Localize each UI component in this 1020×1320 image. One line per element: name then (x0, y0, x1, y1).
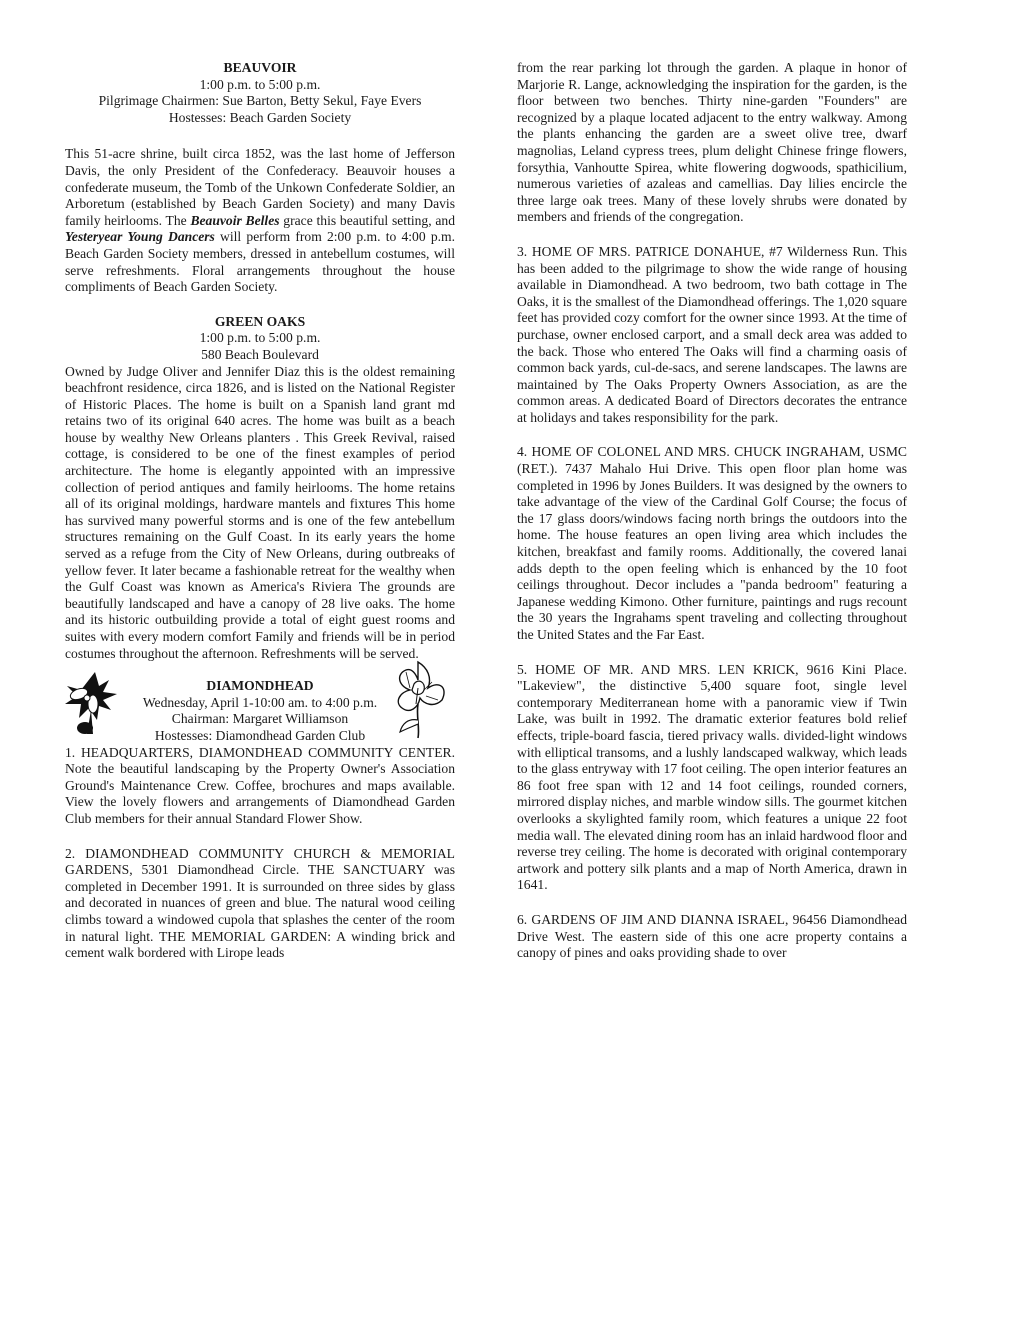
stop-1-headquarters: 1. HEADQUARTERS, DIAMONDHEAD COMMUNITY CENTER. Note the beautiful landscaping by the Property Owner's Association Ground's Maintenance Crew. Coffee, brochures and maps available. View the lovely flowers and arrangements of Diamondhead Garden Club members for their annual Standard Flower Show. (65, 744, 455, 826)
green-oaks-time: 1:00 p.m. to 5:00 p.m. (199, 330, 321, 346)
beauvoir-description (65, 146, 455, 295)
diamondhead-date: Wednesday, April 1-10:00 am. to 4:00 p.m. (142, 694, 378, 710)
beauvoir-title: BEAUVOIR (223, 60, 297, 75)
beauvoir-belles: Beauvoir Belles (190, 212, 280, 228)
beauvoir-chairmen: Pilgrimage Chairmen: Sue Barton, Betty Sekul, Faye Evers (98, 93, 422, 109)
stop-2-church: 2. DIAMONDHEAD COMMUNITY CHURCH & MEMORIAL GARDENS, 5301 Diamondhead Circle. THE SANCTUARY was completed in December 1991. It is surrounded on three sides by glass and decorated in nuances of green and blue. The natural wood ceiling climbs toward a windowed cupola that splashes the center of the room in natural light. THE MEMORIAL GARDEN: A winding brick and cement walk bordered with Lirope leads (65, 845, 455, 961)
diamondhead-header (65, 678, 455, 744)
beauvoir-text-2: grace this beautiful setting, and (279, 212, 456, 228)
diamondhead-chairman: Chairman: Margaret Williamson (171, 711, 349, 727)
diamondhead-title: DIAMONDHEAD (206, 678, 314, 694)
green-oaks-description: Owned by Judge Oliver and Jennifer Diaz this is the oldest remaining beachfront residence, circa 1826, and is listed on the National Register of Historic Places. The home is built on a Spanish land grant md retains two of its original 640 acres. The home was built as a beach house by wealthy New Orleans planters . This Greek Revival, raised cottage, is considered to be one of the finest examples of period architecture. The home is elegantly appointed with an impressive collection of period antiques and family heirlooms. The home retains all of its original moldings, hardware mantels and fixtures This home has survived many powerful storms and is one of the few antebellum structures remaining on the Gulf Coast. In its early years the home served as a refuge from the City of New Orleans, during outbreaks of yellow fever. It later became a fashionable retreat for the wealthy when the Gulf Coast was known as America's Riviera The grounds are beautifully landscaped and have a canopy of 28 live oaks. The home and its historic outbuilding provide a total of eight guest rooms and suites with every modern comfort Family and friends will be in period costumes throughout the afternoon. Refreshments will be served. (65, 363, 455, 661)
green-oaks-address: 580 Beach Boulevard (201, 346, 319, 362)
left-column (65, 60, 455, 962)
stop-2-continued: from the rear parking lot through the garden. A plaque in honor of Marjorie R. Lange, acknowledging the inspiration for the garden, is the floor between two benches. Thirty nine-garden "Founders" are recognized by a plaque located adjacent to the entry walkway. Among the plants enhancing the garden are a sweet olive tree, dwarf magnolias, Leland cypress trees, plum delight Chinese fringe flowers, forsythia, Vanhoutte Spirea, white flowering dogwoods, spathicilium, numerous varieties of azaleas and camellias. Day lilies encircle the three large oak trees. Many of these lovely shrubs were donated by members and friends of the congregation. (517, 60, 907, 225)
beauvoir-hostesses: Hostesses: Beach Garden Society (168, 109, 352, 125)
beauvoir-time: 1:00 p.m. to 5:00 p.m. (199, 76, 321, 92)
stop-3-donahue: 3. HOME OF MRS. PATRICE DONAHUE, #7 Wilderness Run. This has been added to the pilgrimage to show the wide range of housing available in Diamondhead. A two bedroom, two bath cottage in The Oaks, it is the smallest of the Diamondhead offerings. The 1,020 square feet has provided cozy comfort for the owner since 1993. At the time of purchase, owner enclosed carport, and a small deck area was added to the back. Those who entered The Oaks will find a charming oasis of common back yards, cul-de-sacs, and serene landscapes. The lawns are maintained by The Oaks Property Owners Association, as are the common areas. A dedicated Board of Directors decorates the entrance at holidays and takes responsibility for the park. (517, 243, 907, 425)
stop-4-ingraham: 4. HOME OF COLONEL AND MRS. CHUCK INGRAHAM, USMC (RET.). 7437 Mahalo Hui Drive. This open floor plan home was completed in 1996 by Jones Builders. It was designed by the owners to take advantage of the view of the Cardinal Golf Course; the focus of the 17 glass doors/windows facing north brings the outdoors into the home. The house features an open living area which includes the kitchen, breakfast and family rooms. Additionally, the covered lanai adds depth to the open feeling which is enhanced by the 10 foot ceilings throughout. Decor includes a "panda bedroom" featuring a Japanese wedding Kimono. Other furniture, paintings and rugs recount the 30 years the Ingrahams spent traveling and collecting throughout the United States and the Far East. (517, 444, 907, 642)
green-oaks-title: GREEN OAKS (214, 313, 306, 329)
yesteryear-dancers: Yesteryear Young Dancers (65, 229, 215, 245)
stop-6-israel: 6. GARDENS OF JIM AND DIANNA ISRAEL, 96456 Diamondhead Drive West. The eastern side of this one acre property contains a canopy of pines and oaks providing shade to over (517, 911, 907, 961)
right-column (517, 60, 907, 962)
diamondhead-hostesses: Hostesses: Diamondhead Garden Club (154, 727, 366, 743)
daffodil-icon (388, 658, 450, 740)
beauvoir-text-3: will perform from 2:00 p.m. to 4:00 p.m. Beach Garden Society members, dressed in antebellum costumes, will serve refreshments. Floral arrangements throughout the house compliments of Beach Garden Society. (65, 229, 455, 295)
beauvoir-text-1: This 51-acre shrine, built circa 1852, was the last home of Jefferson Davis, the only President of the Confederacy. Beauvoir houses a confederate museum, the Tomb of the Unkown Confederate Soldier, an Arboretum (established by Beach Garden Society) and many Davis family heirlooms. The (65, 146, 455, 228)
flower-icon (57, 670, 121, 736)
stop-5-krick: 5. HOME OF MR. AND MRS. LEN KRICK, 9616 Kini Place. "Lakeview", the distinctive 5,400 square foot, single level contemporary Mediterranean home with a panoramic view if Twin Lake, was built in 1992. The dramatic exterior features bold relief effects, triple-board fascia, tiered privacy walls. divided-light windows with elliptical transoms, and a lushly landscaped walkway, which leads to the glass entryway with 17 foot ceiling. The open interior features an 86 foot free span with 12 and 14 foot ceilings, rounded corners, mirrored display niches, and marble window sills. The gourmet kitchen overlooks a skylighted family room, which features a unique 22 foot media wall. The elevated dining room has an inlaid hardwood floor and reverse trey ceiling. The home is decorated with original contemporary artwork and pottery silk plants and a map of North America, drawn in 1641. (517, 661, 907, 893)
